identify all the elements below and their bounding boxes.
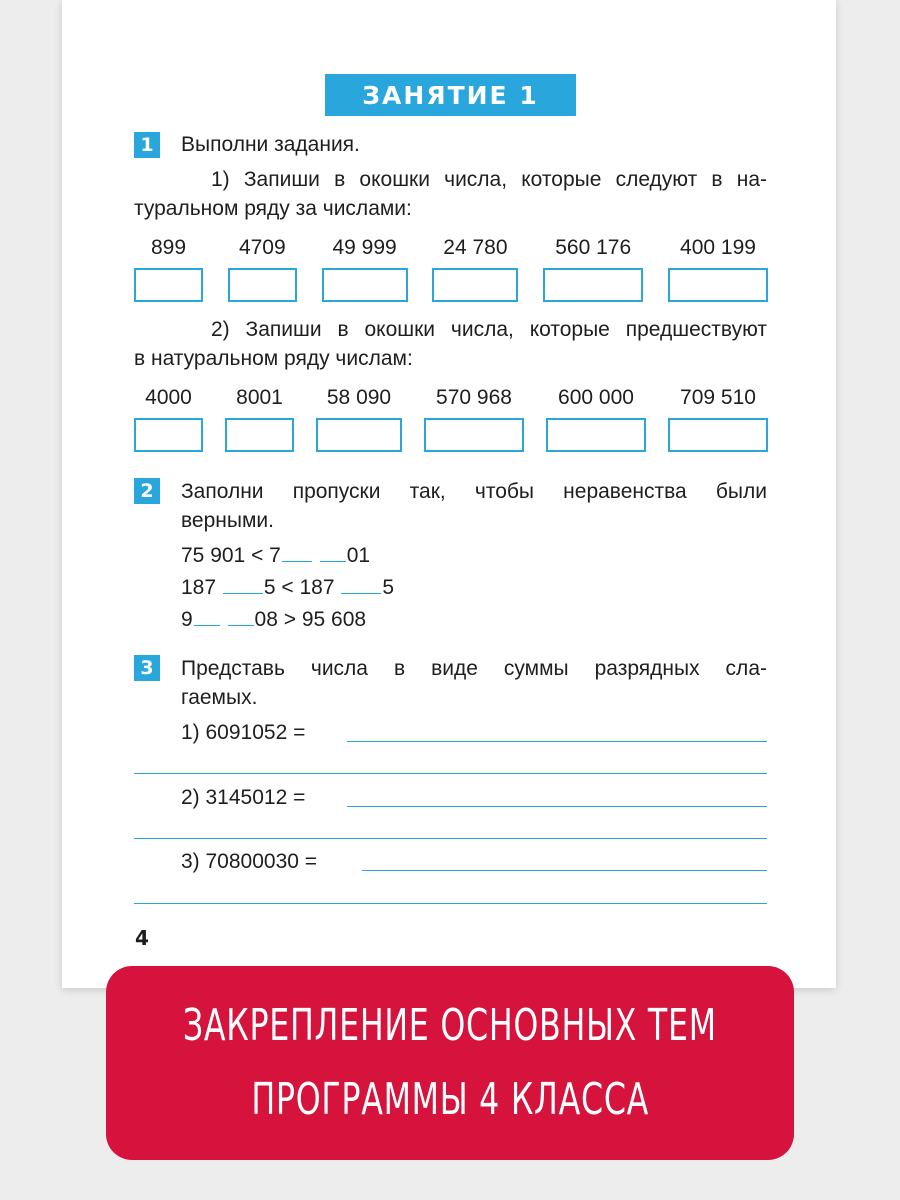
fill-blank[interactable] bbox=[223, 573, 263, 594]
answer-box[interactable] bbox=[316, 418, 402, 452]
task-3-item-3: 3) 70800030 = bbox=[181, 850, 318, 873]
given-number: 24 780 bbox=[443, 236, 508, 259]
given-number: 58 090 bbox=[326, 386, 392, 409]
answer-cell bbox=[134, 386, 203, 452]
task-3-line-1: Представь числа в виде суммы разрядных сла- bbox=[181, 657, 767, 680]
given-number: 570 968 bbox=[436, 386, 512, 409]
answer-line[interactable] bbox=[134, 903, 767, 904]
answer-cell bbox=[316, 386, 402, 452]
answer-box[interactable] bbox=[134, 268, 203, 302]
inequality-1 bbox=[181, 541, 370, 570]
task-3-item-2: 2) 3145012 = bbox=[181, 786, 306, 809]
answer-cell bbox=[134, 236, 203, 302]
banner-line-1: ЗАКРЕПЛЕНИЕ ОСНОВНЫХ ТЕМ bbox=[183, 1000, 717, 1051]
answer-line[interactable] bbox=[362, 870, 767, 871]
given-number: 709 510 bbox=[680, 386, 756, 409]
page-number: 4 bbox=[135, 926, 149, 950]
answer-box[interactable] bbox=[228, 268, 297, 302]
answer-line[interactable] bbox=[134, 838, 767, 839]
given-number: 400 199 bbox=[680, 236, 756, 259]
answer-cell bbox=[546, 386, 646, 452]
task-1-part-1-line-2: туральном ряду за числами: bbox=[134, 197, 412, 220]
fill-blank[interactable] bbox=[320, 541, 346, 562]
answer-box[interactable] bbox=[424, 418, 524, 452]
answer-line[interactable] bbox=[347, 741, 767, 742]
promo-banner bbox=[106, 966, 794, 1160]
answer-cell bbox=[322, 236, 408, 302]
fill-blank[interactable] bbox=[228, 605, 254, 626]
answer-box[interactable] bbox=[432, 268, 518, 302]
answer-cell bbox=[225, 386, 294, 452]
inequality-text: 08 > 95 608 bbox=[254, 608, 367, 631]
answer-box[interactable] bbox=[546, 418, 646, 452]
answer-cell bbox=[432, 236, 518, 302]
fill-blank[interactable] bbox=[282, 541, 312, 562]
answer-box[interactable] bbox=[543, 268, 643, 302]
inequality-text: 5 < 187 bbox=[263, 576, 335, 599]
answer-box[interactable] bbox=[225, 418, 294, 452]
inequality-3 bbox=[181, 605, 366, 634]
task-1-part-2-row bbox=[134, 386, 768, 452]
task-1-number: 1 bbox=[134, 132, 160, 158]
task-3-number: 3 bbox=[134, 655, 160, 681]
task-1-part-1-row bbox=[134, 236, 768, 302]
answer-box[interactable] bbox=[668, 418, 768, 452]
task-1-heading: Выполни задания. bbox=[181, 133, 360, 156]
task-3-item-1: 1) 6091052 = bbox=[181, 721, 306, 744]
inequality-2 bbox=[181, 573, 394, 602]
banner-line-2: ПРОГРАММЫ 4 КЛАССА bbox=[251, 1074, 649, 1125]
given-number: 4709 bbox=[238, 236, 286, 259]
answer-cell bbox=[228, 236, 297, 302]
answer-line[interactable] bbox=[347, 806, 767, 807]
answer-box[interactable] bbox=[322, 268, 408, 302]
inequality-text: 9 bbox=[181, 608, 193, 631]
task-1-part-2-line-1: 2) Запиши в окошки числа, которые предшествуют bbox=[211, 318, 767, 341]
inequality-text: 75 901 < 7 bbox=[181, 544, 281, 567]
task-3-line-2: гаемых. bbox=[181, 686, 258, 709]
inequality-text: 5 bbox=[382, 576, 395, 599]
answer-cell bbox=[543, 236, 643, 302]
given-number: 560 176 bbox=[555, 236, 632, 259]
answer-cell bbox=[668, 386, 768, 452]
answer-cell bbox=[668, 236, 768, 302]
given-number: 600 000 bbox=[558, 386, 634, 409]
given-number: 8001 bbox=[236, 386, 283, 409]
inequality-text: 187 bbox=[181, 576, 217, 599]
task-2-line-1: Заполни пропуски так, чтобы неравенства были bbox=[181, 480, 767, 503]
fill-blank[interactable] bbox=[341, 573, 381, 594]
task-2-line-2: верными. bbox=[181, 509, 274, 532]
answer-line[interactable] bbox=[134, 773, 767, 774]
answer-cell bbox=[424, 386, 524, 452]
task-2-number: 2 bbox=[134, 478, 160, 504]
given-number: 4000 bbox=[145, 386, 192, 409]
answer-box[interactable] bbox=[668, 268, 768, 302]
inequality-text: 01 bbox=[346, 544, 371, 567]
fill-blank[interactable] bbox=[194, 605, 220, 626]
given-number: 899 bbox=[150, 236, 187, 259]
answer-box[interactable] bbox=[134, 418, 203, 452]
task-1-part-1-line-1: 1) Запиши в окошки числа, которые следуют в на- bbox=[211, 168, 767, 191]
given-number: 49 999 bbox=[332, 236, 397, 259]
lesson-title-text: ЗАНЯТИЕ 1 bbox=[362, 80, 539, 110]
task-1-part-2-line-2: в натуральном ряду числам: bbox=[134, 347, 413, 370]
lesson-title bbox=[325, 74, 576, 116]
